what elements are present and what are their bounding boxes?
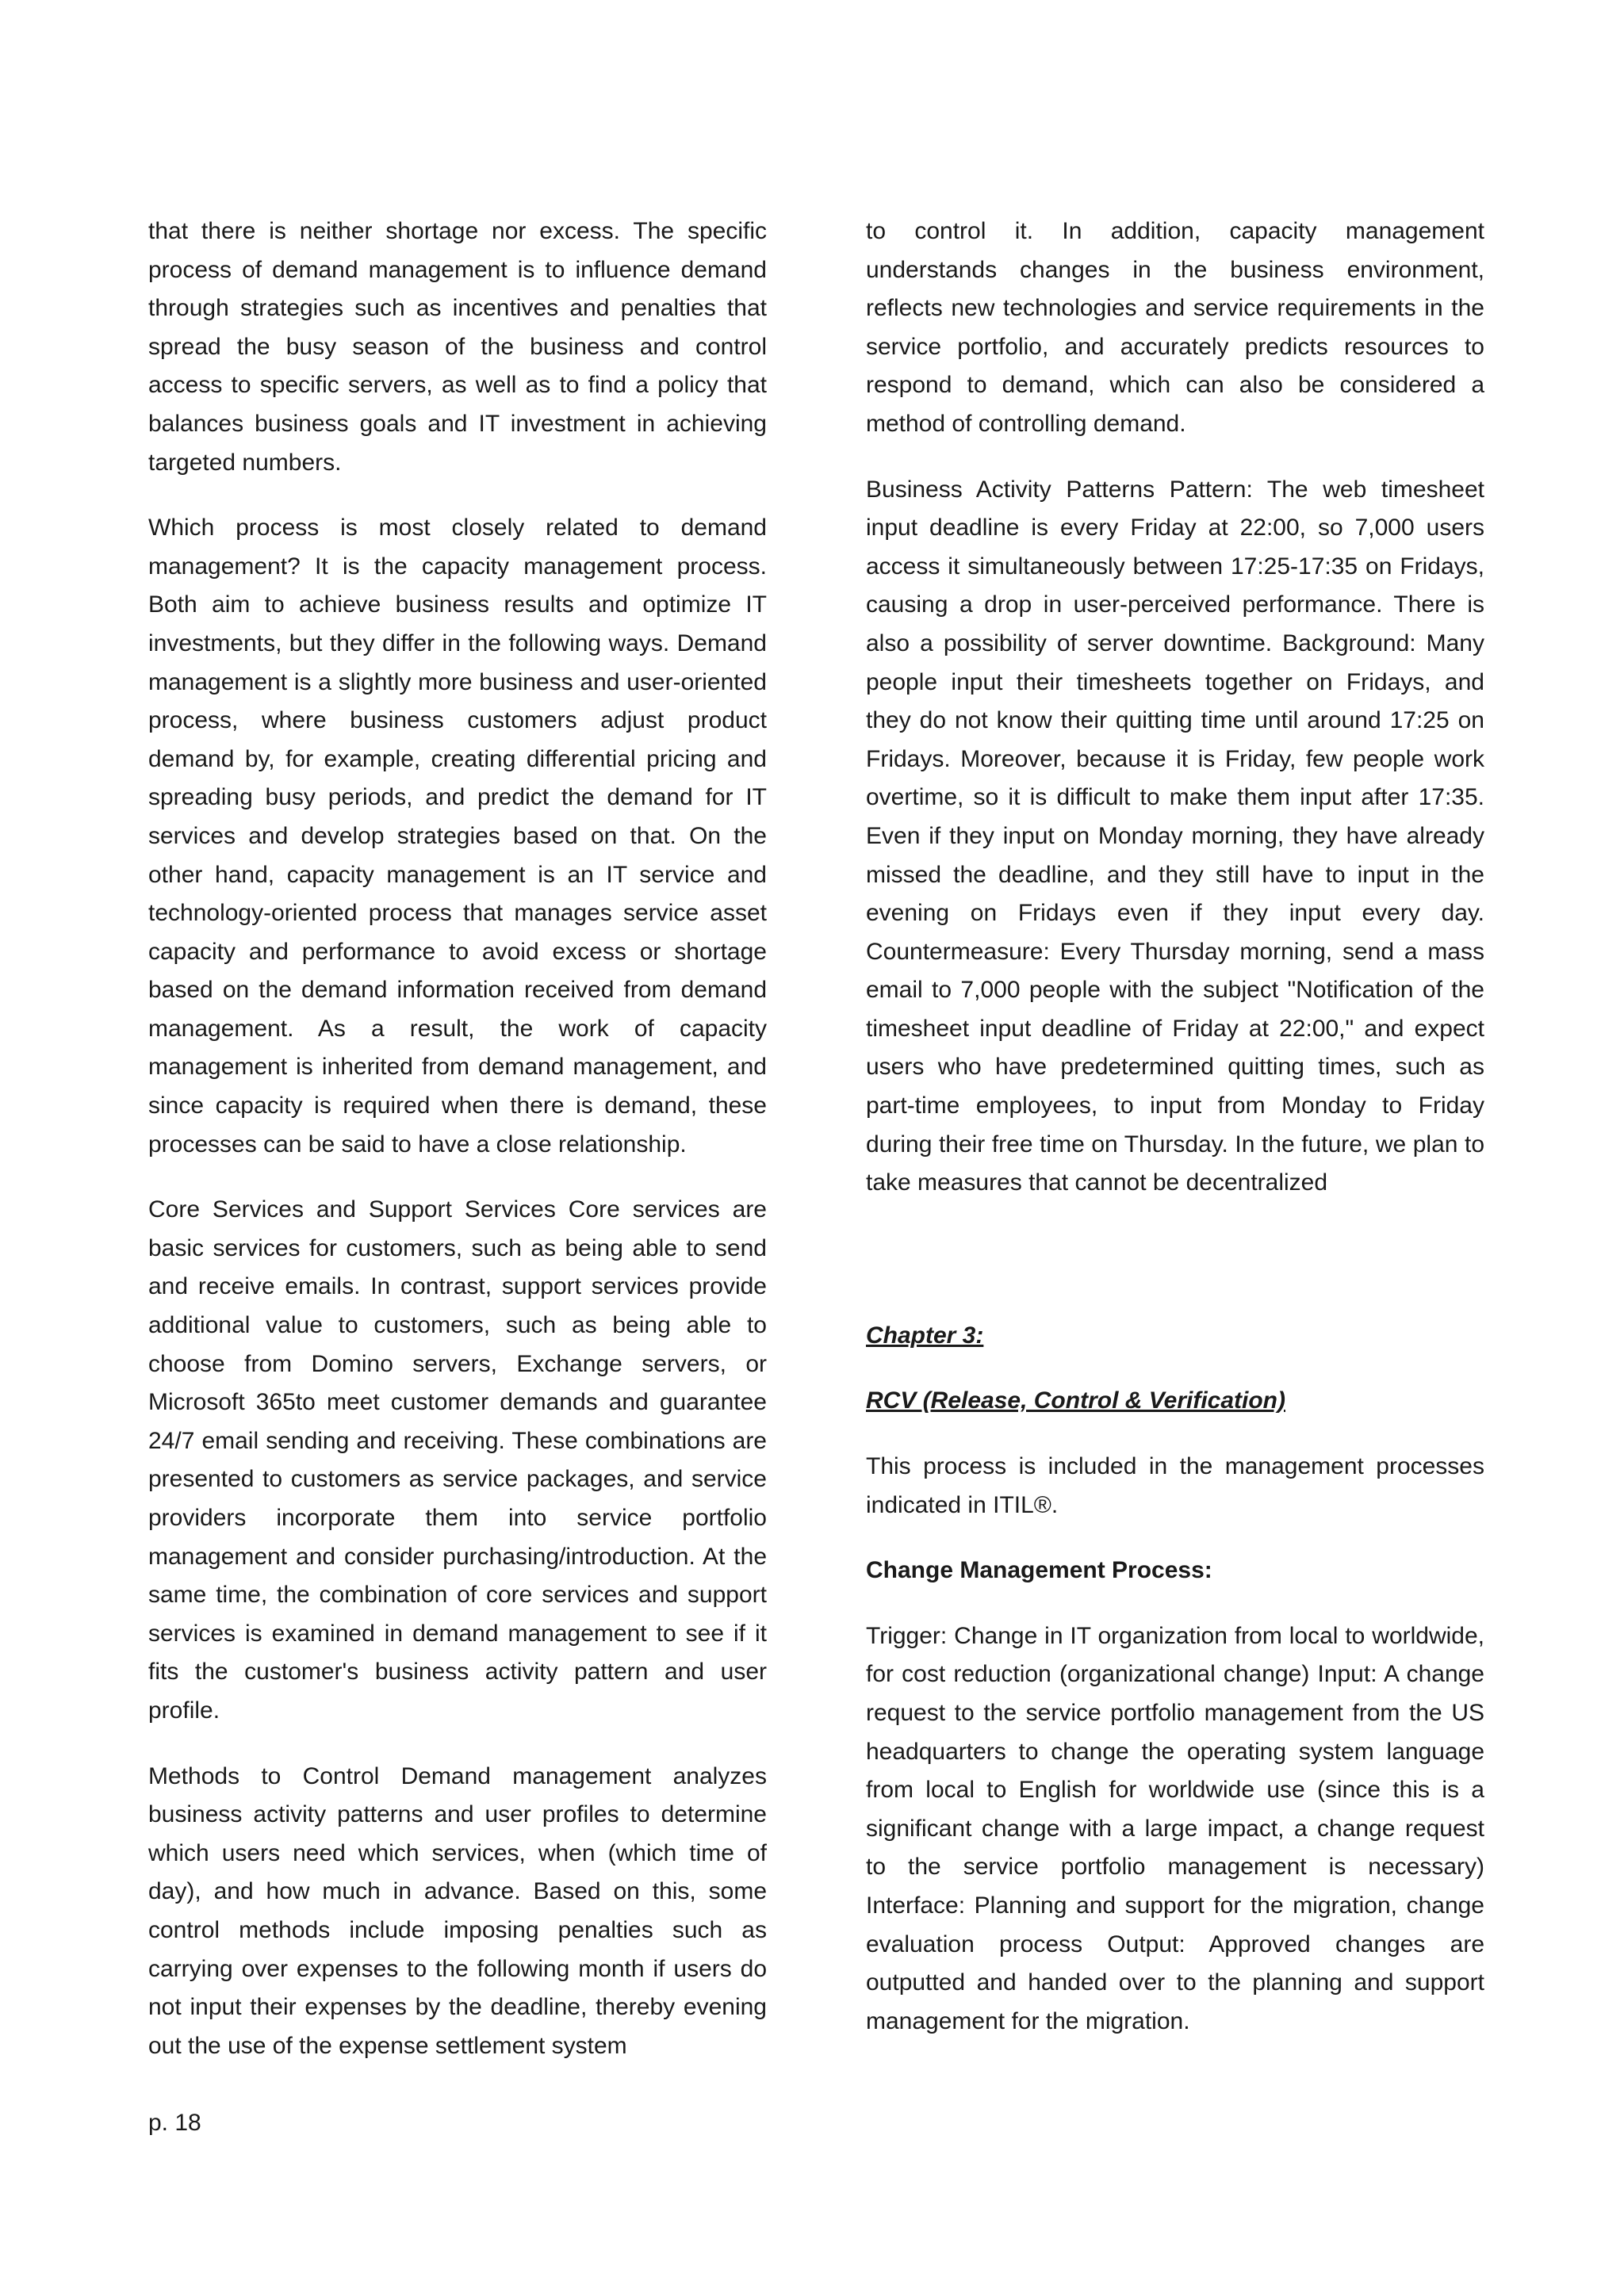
left-column <box>148 212 767 2092</box>
right-column <box>866 212 1484 2068</box>
page-number: p. 18 <box>148 2110 201 2136</box>
paragraph-demand-policy: that there is neither shortage nor excess. The specific process of demand management is to influence demand through strategies such as incentives and penalties that spread the busy season of the business and control access to specific servers, as well as to find a policy that balances business goals and IT investment in achieving targeted numbers. <box>148 218 767 476</box>
section-spacer <box>866 1230 1484 1317</box>
paragraph-itil-intro: This process is included in the management processes indicated in ITIL®. <box>866 1453 1484 1518</box>
paragraph-change-management: Trigger: Change in IT organization from local to worldwide, for cost reduction (organizational change) Input: A change request to the service portfolio management from the US headquarters to change the operating system language from local to English for worldwide use (since this is a significant change with a large impact, a change request to the service portfolio management is necessary) Interface: Planning and support for the migration, change evaluation process Output: Approved changes are outputted and handed over to the planning and support management for the migration. <box>866 1622 1484 2034</box>
paragraph-capacity-relationship: Which process is most closely related to demand management? It is the capacity management process. Both aim to achieve business results and optimize IT investments, but they differ in the following ways. Demand management is a slightly more business and user-oriented process, where business customers adjust product demand by, for example, creating differential pricing and spreading busy periods, and predict the demand for IT services and develop strategies based on that. On the other hand, capacity management is an IT service and technology-oriented process that manages service asset capacity and performance to avoid excess or shortage based on the demand information received from demand management. As a result, the work of capacity management is inherited from demand management, and since capacity is required when there is demand, these processes can be said to have a close relationship. <box>148 515 767 1158</box>
chapter-heading: Chapter 3: <box>866 1322 984 1349</box>
paragraph-capacity-control: to control it. In addition, capacity management understands changes in the business environment, reflects new technologies and service requirements in the service portfolio, and accurately predicts resources to respond to demand, which can also be considered a method of controlling demand. <box>866 218 1484 437</box>
paragraph-methods-control-demand: Methods to Control Demand management analyzes business activity patterns and user profiles to determine which users need which services, when (which time of day), and how much in advance. Based on this, some control methods include imposing penalties such as carrying over expenses to the following month if users do not input their expenses by the deadline, thereby evening out the use of the expense settlement system <box>148 1762 767 2059</box>
paragraph-business-activity-patterns: Business Activity Patterns Pattern: The web timesheet input deadline is every Friday at 22:00, so 7,000 users access it simultaneously between 17:25-17:35 on Fridays, causing a drop in user-perceived performance. There is also a possibility of server downtime. Background: Many people input their timesheets together on Fridays, and they do not know their quitting time until around 17:25 on Fridays. Moreover, because it is Friday, few people work overtime, so it is difficult to make them input after 17:35. Even if they input on Monday morning, they have already missed the deadline, and they still have to input in the evening on Fridays even if they input every day. Countermeasure: Every Thursday morning, send a mass email to 7,000 people with the subject "Notification of the timesheet input deadline of Friday at 22:00," and expect users who have predetermined quitting times, such as part-time employees, to input from Monday to Friday during their free time on Thursday. In the future, we plan to take measures that cannot be decentralized <box>866 476 1484 1196</box>
paragraph-core-support-services: Core Services and Support Services Core services are basic services for customers, such as being able to send and receive emails. In contrast, support services provide additional value to customers, such as being able to choose from Domino servers, Exchange servers, or Microsoft 365to meet customer demands and guarantee 24/7 email sending and receiving. These combinations are presented to customers as service packages, and service providers incorporate them into service portfolio management and consider purchasing/introduction. At the same time, the combination of core services and support services is examined in demand management to see if it fits the customer's business activity pattern and user profile. <box>148 1196 767 1724</box>
section-heading-change-management: Change Management Process: <box>866 1557 1212 1584</box>
chapter-title: RCV (Release, Control & Verification) <box>866 1387 1285 1414</box>
